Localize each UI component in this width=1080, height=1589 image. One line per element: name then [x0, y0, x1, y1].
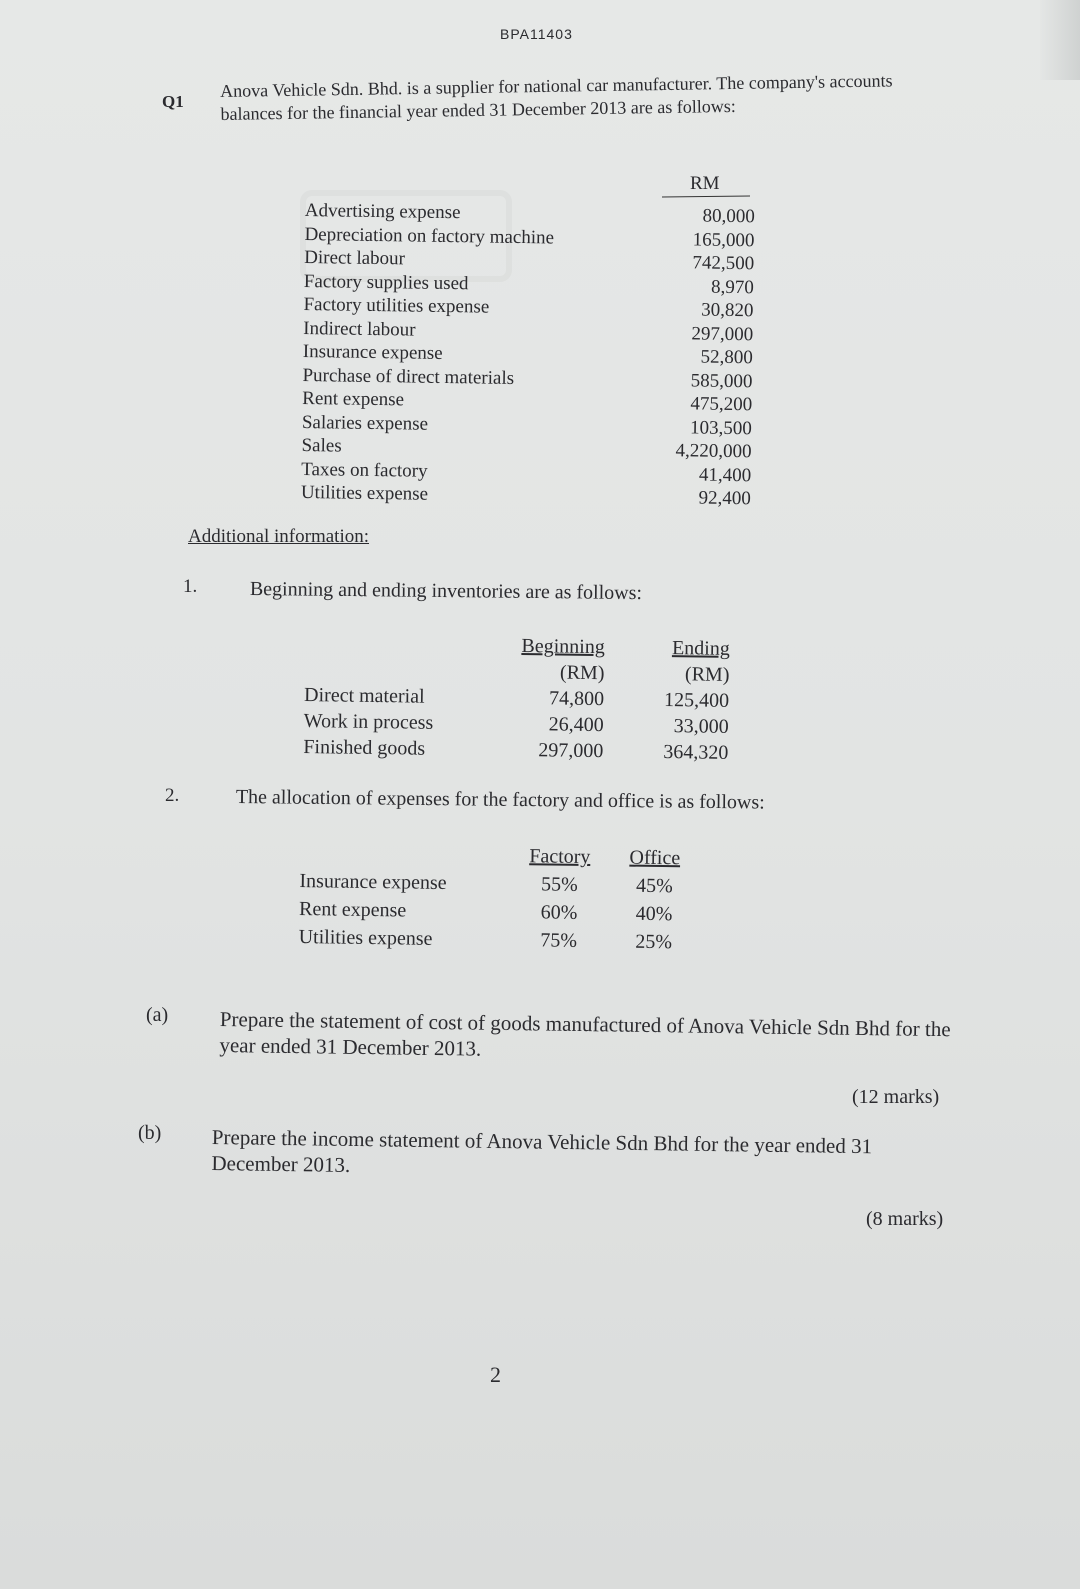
part-a-marks: (12 marks) — [852, 1086, 940, 1108]
currency-header: RM — [690, 173, 720, 194]
list-item — [301, 482, 751, 512]
inventory-beginning: 74,800 — [548, 687, 605, 711]
inventory-label: Work in process — [303, 709, 434, 734]
inventory-ending: 125,400 — [663, 689, 730, 712]
course-code: BPA11403 — [500, 26, 573, 42]
inventory-label: Finished goods — [303, 735, 426, 760]
account-label: Sales — [301, 434, 342, 457]
account-amount: 8,970 — [710, 276, 754, 298]
question-number: Q1 — [162, 92, 184, 111]
inventory-table — [303, 632, 745, 768]
account-label: Taxes on factory — [301, 458, 428, 482]
account-amount: 92,400 — [698, 487, 752, 510]
part-b-marks: (8 marks) — [866, 1208, 944, 1230]
allocation-factory: 60% — [540, 901, 578, 924]
column-header-ending: Ending — [671, 637, 730, 660]
account-label: Purchase of direct materials — [302, 364, 515, 389]
inventory-beginning: 26,400 — [548, 713, 604, 737]
column-header-factory: Factory — [529, 845, 591, 869]
item-number: 2. — [165, 785, 180, 806]
inventory-ending: 364,320 — [663, 741, 729, 764]
account-label: Depreciation on factory machine — [304, 223, 555, 248]
account-label: Utilities expense — [300, 481, 429, 505]
account-amount: 165,000 — [692, 228, 755, 251]
account-label: Salaries expense — [301, 411, 429, 435]
account-amount: 41,400 — [698, 464, 752, 486]
allocation-factory: 55% — [540, 873, 578, 896]
account-label: Direct labour — [304, 246, 406, 270]
table-row — [298, 926, 718, 960]
page-number: 2 — [490, 1362, 501, 1387]
account-amount: 475,200 — [690, 393, 753, 416]
question-intro: Anova Vehicle Sdn. Bhd. is a supplier for national car manufacturer. The company's accounts balances for the financial year ended 31 December 2013 are as follows: — [220, 70, 893, 124]
allocation-label: Rent expense — [298, 897, 407, 922]
allocation-label: Insurance expense — [299, 869, 447, 895]
allocation-office: 45% — [635, 874, 673, 898]
item-number: 1. — [183, 576, 198, 597]
inventory-beginning: 297,000 — [538, 739, 604, 763]
account-amount: 4,220,000 — [675, 440, 752, 463]
allocation-office: 40% — [635, 902, 673, 926]
allocation-office: 25% — [635, 930, 673, 954]
part-b-label: (b) — [138, 1122, 162, 1144]
unit-beginning: (RM) — [559, 661, 605, 685]
account-label: Factory supplies used — [303, 270, 469, 294]
item-text: The allocation of expenses for the factory and office is as follows: — [235, 786, 765, 814]
additional-info-heading: Additional information: — [188, 526, 370, 547]
account-label: Insurance expense — [302, 340, 443, 364]
table-row — [303, 736, 743, 768]
account-amount: 742,500 — [692, 252, 755, 275]
allocation-label: Utilities expense — [298, 925, 433, 950]
page-edge — [1040, 0, 1080, 80]
account-amount: 80,000 — [702, 205, 755, 228]
account-balances-list — [301, 200, 755, 512]
column-header-beginning: Beginning — [521, 635, 605, 659]
inventory-ending: 33,000 — [673, 715, 729, 738]
unit-ending: (RM) — [684, 663, 730, 686]
account-amount: 297,000 — [691, 322, 754, 345]
part-a-text: Prepare the statement of cost of goods manufactured of Anova Vehicle Sdn Bhd for the year ended 31 December 2013. — [219, 1006, 951, 1061]
account-amount: 585,000 — [690, 369, 753, 392]
item-text: Beginning and ending inventories are as follows: — [249, 578, 643, 605]
allocation-factory: 75% — [540, 929, 578, 952]
account-label: Advertising expense — [304, 200, 461, 224]
part-b-text: Prepare the income statement of Anova Vehicle Sdn Bhd for the year ended 31 December 2013. — [211, 1124, 873, 1177]
currency-header-rule — [662, 196, 750, 198]
account-amount: 52,800 — [700, 346, 753, 369]
part-a-label: (a) — [146, 1004, 169, 1026]
account-amount: 103,500 — [689, 416, 753, 439]
account-amount: 30,820 — [701, 299, 754, 322]
inventory-label: Direct material — [303, 683, 425, 708]
account-label: Rent expense — [302, 387, 405, 411]
account-label: Indirect labour — [303, 317, 416, 341]
account-label: Factory utilities expense — [303, 293, 490, 318]
column-header-office: Office — [629, 846, 681, 870]
allocation-table — [298, 842, 720, 960]
